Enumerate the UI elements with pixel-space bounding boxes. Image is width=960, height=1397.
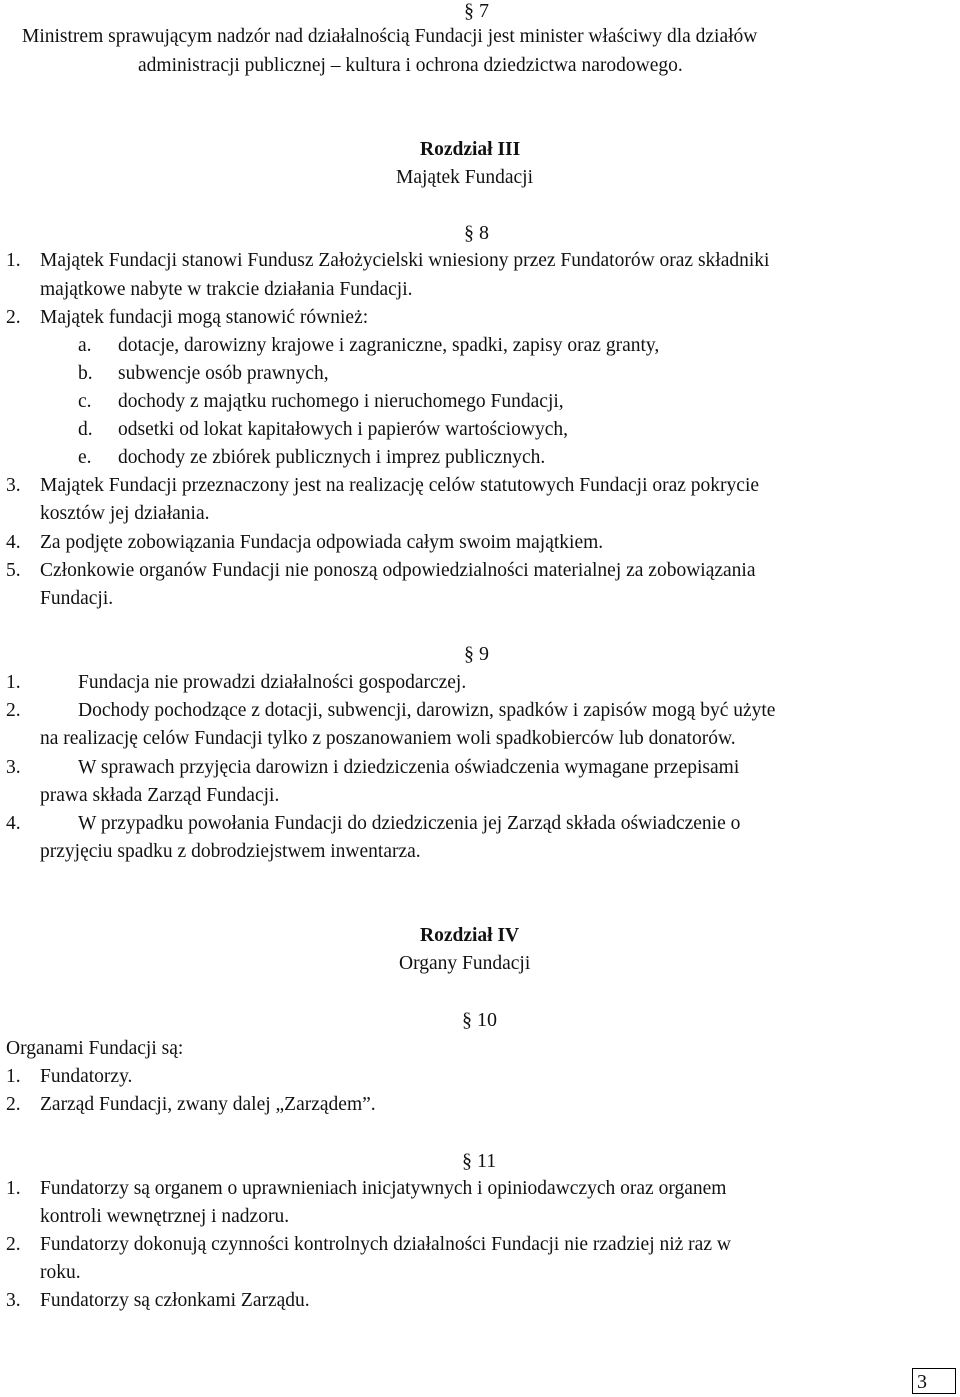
section-11-item-2-line-1: Fundatorzy dokonują czynności kontrolnych działalności Fundacji nie rzadziej niż raz w xyxy=(40,1234,731,1255)
section-11-item-1-number: 1. xyxy=(6,1178,21,1199)
section-11-item-3-text: Fundatorzy są członkami Zarządu. xyxy=(40,1290,310,1311)
list-item-letter: e. xyxy=(78,447,92,468)
list-item-letter: a. xyxy=(78,335,92,356)
section-10-intro: Organami Fundacji są: xyxy=(6,1038,184,1059)
section-8-item-3-line-1: Majątek Fundacji przeznaczony jest na realizację celów statutowych Fundacji oraz pokrycie xyxy=(40,475,760,496)
section-11-item-3-number: 3. xyxy=(6,1290,21,1311)
section-9-item-2-line-2: na realizację celów Fundacji tylko z poszanowaniem woli spadkobierców lub donatorów. xyxy=(40,728,736,749)
section-9-item-3-line-1: W sprawach przyjęcia darowizn i dziedziczenia oświadczenia wymagane przepisami xyxy=(78,757,740,778)
section-11-item-2-line-2: roku. xyxy=(40,1262,81,1283)
list-item-text: subwencje osób prawnych, xyxy=(118,363,329,384)
section-8-item-5-number: 5. xyxy=(6,560,21,581)
section-9-item-2-line-1: Dochody pochodzące z dotacji, subwencji, darowizn, spadków i zapisów mogą być użyte xyxy=(78,700,776,721)
section-8-item-1-number: 1. xyxy=(6,250,21,271)
section-11-item-1-line-1: Fundatorzy są organem o uprawnieniach inicjatywnych i opiniodawczych oraz organem xyxy=(40,1178,727,1199)
section-9-item-2-number: 2. xyxy=(6,700,21,721)
section-9-item-1-text: Fundacja nie prowadzi działalności gospodarczej. xyxy=(78,672,467,693)
list-item-text: dochody ze zbiórek publicznych i imprez publicznych. xyxy=(118,447,546,468)
section-8-item-3-line-2: kosztów jej działania. xyxy=(40,503,210,524)
section-11-item-2-number: 2. xyxy=(6,1234,21,1255)
section-10-heading: § 10 xyxy=(462,1009,497,1031)
section-10-item-2-text: Zarząd Fundacji, zwany dalej „Zarządem”. xyxy=(40,1094,376,1115)
page-number: 3 xyxy=(912,1368,956,1394)
section-9-item-4-number: 4. xyxy=(6,813,21,834)
list-item-text: dochody z majątku ruchomego i nieruchomego Fundacji, xyxy=(118,391,564,412)
section-7-line-1: Ministrem sprawującym nadzór nad działalnością Fundacji jest minister właściwy dla działów xyxy=(22,26,758,47)
section-10-item-1-text: Fundatorzy. xyxy=(40,1066,133,1087)
list-item-letter: c. xyxy=(78,391,92,412)
list-item-text: odsetki od lokat kapitałowych i papierów wartościowych, xyxy=(118,419,569,440)
section-8-item-2-number: 2. xyxy=(6,307,21,328)
section-7-heading: § 7 xyxy=(464,0,489,22)
chapter-4-title: Rozdział IV xyxy=(420,925,520,946)
list-item-letter: d. xyxy=(78,419,93,440)
section-9-item-4-line-1: W przypadku powołania Fundacji do dziedziczenia jej Zarząd składa oświadczenie o xyxy=(78,813,741,834)
section-8-item-4-number: 4. xyxy=(6,532,21,553)
section-8-heading: § 8 xyxy=(464,222,489,244)
list-item-letter: b. xyxy=(78,363,93,384)
section-9-item-4-line-2: przyjęciu spadku z dobrodziejstwem inwentarza. xyxy=(40,841,421,862)
section-8-item-1-line-1: Majątek Fundacji stanowi Fundusz Założycielski wniesiony przez Fundatorów oraz składniki xyxy=(40,250,770,271)
section-10-item-1-number: 1. xyxy=(6,1066,21,1087)
section-8-item-1-line-2: majątkowe nabyte w trakcie działania Fundacji. xyxy=(40,279,413,300)
list-item-text: dotacje, darowizny krajowe i zagraniczne, spadki, zapisy oraz granty, xyxy=(118,335,660,356)
section-11-heading: § 11 xyxy=(462,1150,497,1172)
section-9-heading: § 9 xyxy=(464,643,489,665)
section-8-item-5-line-2: Fundacji. xyxy=(40,588,114,609)
section-9-item-1-number: 1. xyxy=(6,672,21,693)
chapter-3-title: Rozdział III xyxy=(420,139,521,160)
section-11-item-1-line-2: kontroli wewnętrznej i nadzoru. xyxy=(40,1206,290,1227)
section-8-item-4-text: Za podjęte zobowiązania Fundacja odpowiada całym swoim majątkiem. xyxy=(40,532,604,553)
chapter-4-subtitle: Organy Fundacji xyxy=(399,953,531,974)
section-7-line-2: administracji publicznej – kultura i ochrona dziedzictwa narodowego. xyxy=(138,55,683,76)
chapter-3-subtitle: Majątek Fundacji xyxy=(396,167,534,188)
section-9-item-3-number: 3. xyxy=(6,757,21,778)
section-8-item-2-text: Majątek fundacji mogą stanowić również: xyxy=(40,307,369,328)
section-9-item-3-line-2: prawa składa Zarząd Fundacji. xyxy=(40,785,280,806)
section-8-item-5-line-1: Członkowie organów Fundacji nie ponoszą odpowiedzialności materialnej za zobowiązania xyxy=(40,560,756,581)
section-8-item-3-number: 3. xyxy=(6,475,21,496)
section-10-item-2-number: 2. xyxy=(6,1094,21,1115)
